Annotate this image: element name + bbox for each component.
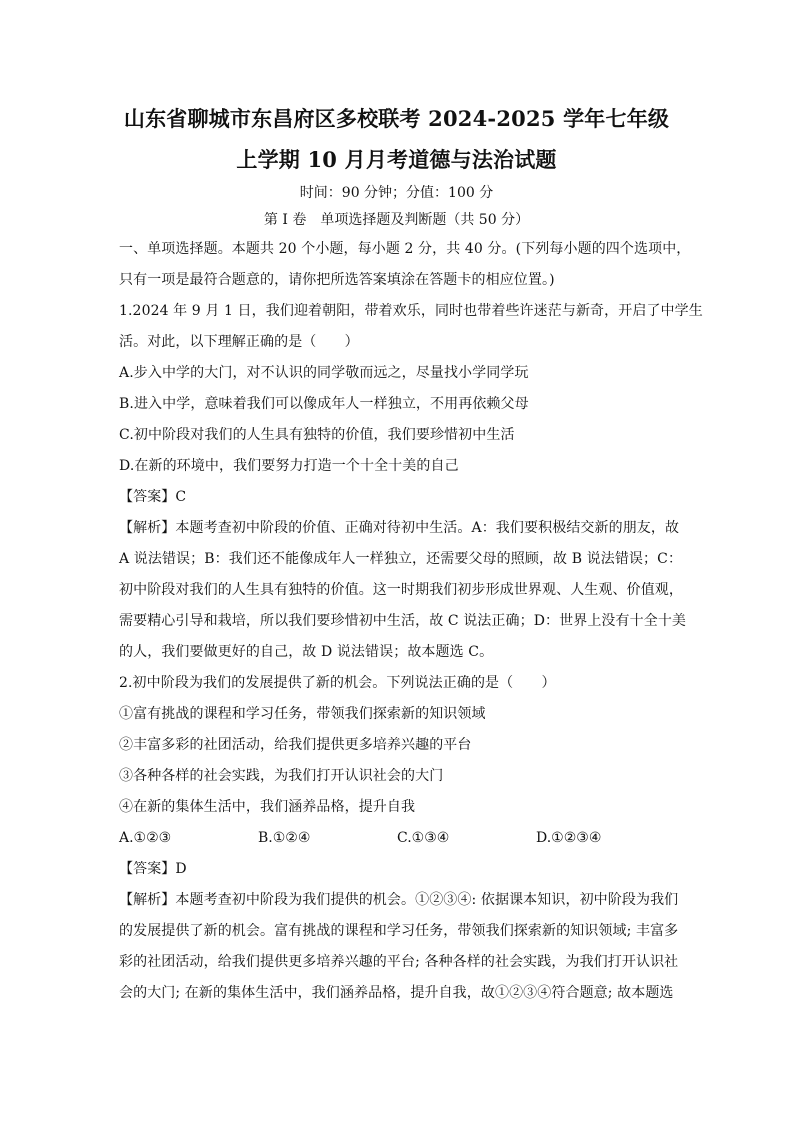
question-2-analysis: 彩的社团活动，给我们提供更多培养兴趣的平台; 各种各样的社会实践，为我们打开认识社 (119, 954, 679, 970)
question-1-stem: 活。对此，以下理解正确的是（ ） (119, 334, 359, 350)
question-2-answer: 【答案】D (119, 861, 187, 877)
question-2-option-c: C.①③④ (397, 830, 450, 846)
question-1-analysis: 【解析】本题考查初中阶段的价值、正确对待初中生活。A：我们要积极结交新的朋友，故 (119, 520, 680, 536)
exam-meta: 时间：90 分钟；分值：100 分 (299, 185, 494, 201)
question-2-stem: 2.初中阶段为我们的发展提供了新的机会。下列说法正确的是（ ） (119, 675, 556, 691)
question-1-analysis: 初中阶段对我们的人生具有独特的价值。这一时期我们初步形成世界观、人生观、价值观， (119, 582, 683, 598)
question-2-options (119, 823, 674, 854)
question-1-option-d: D.在新的环境中，我们要努力打造一个十全十美的自己 (119, 458, 459, 474)
question-2-item: ②丰富多彩的社团活动，给我们提供更多培养兴趣的平台 (119, 737, 472, 753)
question-2-option-d: D.①②③④ (536, 830, 602, 846)
question-2-item: ①富有挑战的课程和学习任务，带领我们探索新的知识领域 (119, 706, 486, 722)
question-1-option-b: B.进入中学，意味着我们可以像成年人一样独立，不用再依赖父母 (119, 396, 529, 412)
question-1-analysis: 需要精心引导和栽培，所以我们要珍惜初中生活，故 C 说法正确；D：世界上没有十全十美 (119, 613, 687, 629)
question-1-option-a: A.步入中学的大门，对不认识的同学敬而远之，尽量找小学同学玩 (119, 365, 529, 381)
question-2-analysis: 的发展提供了新的机会。富有挑战的课程和学习任务，带领我们探索新的知识领域; 丰富多 (119, 923, 679, 939)
question-1-answer: 【答案】C (119, 489, 187, 505)
question-2-option-b: B.①②④ (258, 830, 311, 846)
question-1-option-c: C.初中阶段对我们的人生具有独特的价值，我们要珍惜初中生活 (119, 427, 515, 443)
question-2-item: ④在新的集体生活中，我们涵养品格，提升自我 (119, 799, 416, 815)
question-2-item: ③各种各样的社会实践，为我们打开认识社会的大门 (119, 768, 444, 784)
question-1-stem: 1.2024 年 9 月 1 日，我们迎着朝阳，带着欢乐，同时也带着些许迷茫与新奇，开启了中学生 (119, 303, 703, 319)
question-2-analysis: 【解析】本题考查初中阶段为我们提供的机会。①②③④: 依据课本知识，初中阶段为我们 (119, 892, 679, 908)
doc-title-line1: 山东省聊城市东昌府区多校联考 2024-2025 学年七年级 (123, 106, 670, 131)
question-1-analysis: A 说法错误；B：我们还不能像成年人一样独立，还需要父母的照顾，故 B 说法错误；C： (119, 551, 683, 567)
instructions-line: 只有一项是最符合题意的，请你把所选答案填涂在答题卡的相应位置。) (119, 272, 555, 288)
section-heading: 第 I 卷 单项选择题及判断题（共 50 分） (263, 212, 530, 228)
question-2-analysis: 会的大门; 在新的集体生活中，我们涵养品格，提升自我，故①②③④符合题意; 故本题选 (119, 985, 674, 1001)
instructions-line: 一、单项选择题。本题共 20 个小题，每小题 2 分，共 40 分。(下列每小题的四个选项中， (119, 241, 691, 257)
doc-title-line2: 上学期 10 月月考道德与法治试题 (236, 147, 557, 172)
question-1-analysis: 的人，我们要做更好的自己，故 D 说法错误；故本题选 C。 (119, 644, 494, 660)
question-2-option-a: A.①②③ (119, 830, 172, 846)
